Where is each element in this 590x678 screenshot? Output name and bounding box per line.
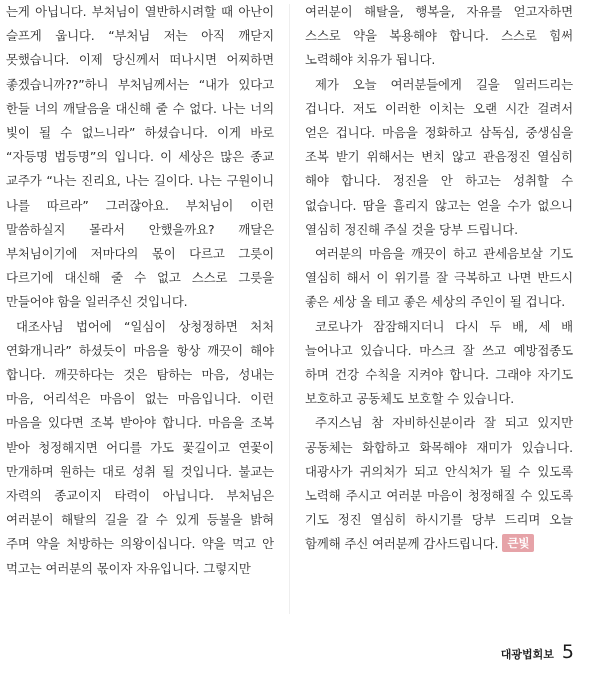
page-number: 5	[561, 641, 574, 663]
body-paragraph: 여러분의 마음을 깨끗이 하고 관세음보살 기도 열심히 해서 이 위기를 잘 극복하고 나면 반드시 좋은 세상 올 테고 좋은 세상의 주인이 될 겁니다.	[305, 246, 573, 310]
body-paragraph: 대조사님 법어에 “일심이 상청정하면 처처 연화개니라” 하셨듯이 마음을 항상 깨끗이 해야 합니다. 깨끗하다는 것은 탐하는 마음, 성내는 마음, 어리석은 마음이 없는 마음입니다. 이런 마음을 있다면 조복 받아야 합니다. 마음을 조복 받아 청정해지면 어디를 가도 꽃길이고 연꽃이 만개하며 원하는 대로 성취 될 것입니다. 불교는 자력의 종교이지 타력이 아닙니다. 부처님은 여러분이 해탈의 길을 갈 수 있게 등불을 밝혀 주며 약을 처방하는 의왕이십니다. 약을 먹고 안 먹고는 여러분의 몫이자 자유입니다. 그렇지만	[6, 318, 274, 576]
body-paragraph: 는게 아닙니다. 부처님이 열반하시려할 때 아난이 슬프게 웁니다. “부처님 저는 아직 깨닫지 못했습니다. 이제 당신께서 떠나시면 어찌하면 좋겠습니까??”하니 부처님께서는 “내가 있다고 한들 너의 깨달음을 대신해 줄 수 없다. 나는 너의 빛이 될 수 없느니라” 하셨습니다. 이게 바로 “자등명 법등명”의 입니다. 이 세상은 많은 종교 교주가 “나는 진리요, 나는 길이다. 나는 구원이니 나를 따르라” 그러잖아요. 부처님이 이런 말씀하실지 몰라서 안했을까요? 깨달은 부처님이기에 저마다의 몫이 다르고 그릇이 다르기에 대신해 줄 수 없고 스스로 그릇을 만들어야 함을 일러주신 것입니다.	[6, 4, 274, 310]
body-paragraph: 여러분이 해탈을, 행복을, 자유를 얻고자하면 스스로 약을 복용해야 합니다. 스스로 힘써 노력해야 치유가 됩니다.	[305, 4, 573, 68]
right-column	[305, 0, 573, 557]
left-column	[6, 0, 274, 581]
page-footer	[501, 641, 574, 663]
publication-name: 대광법회보	[500, 648, 554, 661]
column-divider	[289, 4, 290, 614]
body-paragraph: 제가 오늘 여러분들에게 길을 일러드리는 겁니다. 저도 이러한 이치는 오랜 시간 걸려서 얻은 겁니다. 마음을 정화하고 삼독심, 중생심을 조복 받기 위해서는 변치 않고 관음정진 열심히 해야 합니다. 정진을 안 하고는 성취할 수 없습니다. 땀을 흘리지 않고는 얻을 수가 없으니 열심히 정진해 주실 것을 당부 드립니다.	[305, 76, 573, 237]
end-mark-badge: 큰빛	[502, 534, 534, 552]
body-paragraph-text: 주지스님 참 자비하신분이라 잘 되고 있지만 공동체는 화합하고 화목해야 재미가 있습니다. 대광사가 귀의처가 되고 안식처가 될 수 있도록 노력해 주시고 여러분 마음이 청정해질 수 있도록 기도 정진 열심히 하시기를 당부 드리며 오늘 함께해 주신 여러분께 감사드립니다.	[305, 415, 573, 552]
closing-paragraph	[305, 411, 573, 556]
body-paragraph: 코로나가 잠잠해지더니 다시 두 배, 세 배 늘어나고 있습니다. 마스크 잘 쓰고 예방접종도 하며 건강 수칙을 지켜야 합니다. 그래야 자기도 보호하고 공동체도 보호할 수 있습니다.	[305, 318, 573, 407]
